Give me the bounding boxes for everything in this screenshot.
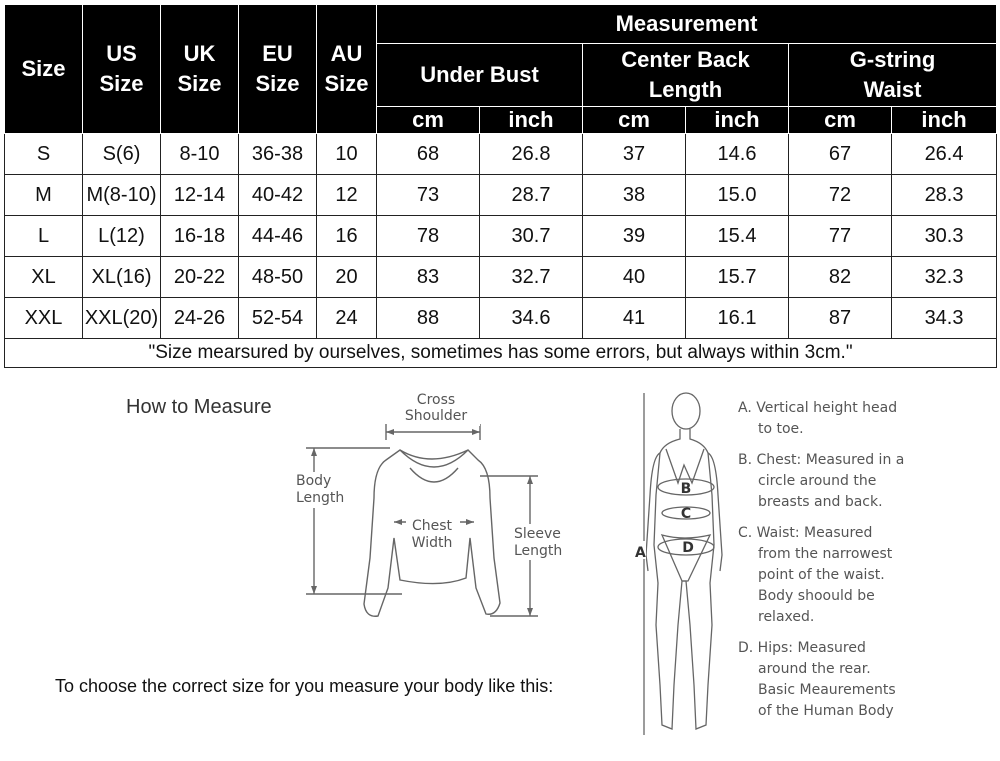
legend-item-a: A. Vertical height head to toe. xyxy=(738,400,898,437)
value-cell: 20-22 xyxy=(161,257,239,298)
header-size: Size xyxy=(5,5,83,134)
value-cell: 26.8 xyxy=(480,134,583,175)
value-cell: 12-14 xyxy=(161,175,239,216)
size-chart-table xyxy=(4,4,997,368)
value-cell: XXL(20) xyxy=(83,298,161,339)
value-cell: 48-50 xyxy=(239,257,317,298)
value-cell: 82 xyxy=(789,257,892,298)
value-cell: 68 xyxy=(377,134,480,175)
value-cell: 87 xyxy=(789,298,892,339)
body-length-label-line1: Body xyxy=(296,473,332,489)
table-note: "Size mearsured by ourselves, sometimes has some errors, but always within 3cm." xyxy=(5,339,997,368)
size-cell: S xyxy=(5,134,83,175)
value-cell: 40-42 xyxy=(239,175,317,216)
body-measure-diagram xyxy=(620,385,735,745)
shirt-measure-diagram xyxy=(290,388,590,638)
header-eu-size: EU Size xyxy=(239,5,317,134)
value-cell: 15.7 xyxy=(686,257,789,298)
value-cell: 73 xyxy=(377,175,480,216)
value-cell: 44-46 xyxy=(239,216,317,257)
header-gstring-waist: G-string Waist xyxy=(789,44,997,107)
measurement-legend xyxy=(738,398,938,732)
table-row xyxy=(5,134,997,175)
table-row xyxy=(5,298,997,339)
value-cell: 34.3 xyxy=(892,298,997,339)
legend-item-d: D. Hips: Measured around the rear. Basic Meaurements of the Human Body xyxy=(738,640,896,719)
value-cell: 52-54 xyxy=(239,298,317,339)
value-cell: 78 xyxy=(377,216,480,257)
marker-a: A xyxy=(635,545,646,561)
value-cell: 40 xyxy=(583,257,686,298)
body-length-label-line2: Length xyxy=(296,490,345,506)
header-unit-cm: cm xyxy=(377,107,480,134)
header-unit-inch: inch xyxy=(480,107,583,134)
value-cell: 32.3 xyxy=(892,257,997,298)
chest-width-label-line1: Chest xyxy=(411,518,453,534)
value-cell: 37 xyxy=(583,134,686,175)
value-cell: 88 xyxy=(377,298,480,339)
size-cell: XXL xyxy=(5,298,83,339)
value-cell: L(12) xyxy=(83,216,161,257)
header-under-bust: Under Bust xyxy=(377,44,583,107)
value-cell: 16.1 xyxy=(686,298,789,339)
marker-b: B xyxy=(680,481,692,497)
value-cell: 72 xyxy=(789,175,892,216)
value-cell: 30.3 xyxy=(892,216,997,257)
table-row xyxy=(5,216,997,257)
value-cell: 30.7 xyxy=(480,216,583,257)
value-cell: 32.7 xyxy=(480,257,583,298)
value-cell: 28.7 xyxy=(480,175,583,216)
how-to-measure-title: How to Measure xyxy=(126,396,272,418)
value-cell: 26.4 xyxy=(892,134,997,175)
marker-d: D xyxy=(682,540,694,556)
value-cell: 15.0 xyxy=(686,175,789,216)
size-cell: M xyxy=(5,175,83,216)
header-measurement: Measurement xyxy=(377,5,997,44)
value-cell: 20 xyxy=(317,257,377,298)
table-row xyxy=(5,175,997,216)
body-torso-outline xyxy=(654,429,714,729)
value-cell: 15.4 xyxy=(686,216,789,257)
value-cell: 34.6 xyxy=(480,298,583,339)
sleeve-length-label-line2: Length xyxy=(514,543,563,559)
value-cell: 16 xyxy=(317,216,377,257)
value-cell: 16-18 xyxy=(161,216,239,257)
size-cell: L xyxy=(5,216,83,257)
header-us-size: US Size xyxy=(83,5,161,134)
cross-shoulder-label-line2: Shoulder xyxy=(404,408,468,424)
value-cell: 12 xyxy=(317,175,377,216)
chest-width-label-line2: Width xyxy=(411,535,453,551)
value-cell: S(6) xyxy=(83,134,161,175)
value-cell: 41 xyxy=(583,298,686,339)
value-cell: 36-38 xyxy=(239,134,317,175)
sleeve-length-label-line1: Sleeve xyxy=(514,526,561,542)
marker-c: C xyxy=(680,506,692,522)
legend-item-c: C. Waist: Measured from the narrowest point of the waist. Body shoould be relaxed. xyxy=(738,525,893,625)
value-cell: 8-10 xyxy=(161,134,239,175)
value-cell: 38 xyxy=(583,175,686,216)
value-cell: 67 xyxy=(789,134,892,175)
legend-item-b: B. Chest: Measured in a circle around the breasts and back. xyxy=(738,452,905,510)
header-center-back-length: Center Back Length xyxy=(583,44,789,107)
value-cell: 24 xyxy=(317,298,377,339)
value-cell: 83 xyxy=(377,257,480,298)
header-au-size: AU Size xyxy=(317,5,377,134)
choose-size-instruction: To choose the correct size for you measure your body like this: xyxy=(55,676,554,696)
value-cell: 10 xyxy=(317,134,377,175)
header-unit-cm: cm xyxy=(789,107,892,134)
body-head xyxy=(672,393,700,429)
cross-shoulder-label-line1: Cross xyxy=(416,392,456,408)
value-cell: XL(16) xyxy=(83,257,161,298)
size-cell: XL xyxy=(5,257,83,298)
table-body xyxy=(5,134,997,368)
header-unit-inch: inch xyxy=(892,107,997,134)
value-cell: M(8-10) xyxy=(83,175,161,216)
value-cell: 28.3 xyxy=(892,175,997,216)
value-cell: 39 xyxy=(583,216,686,257)
header-unit-cm: cm xyxy=(583,107,686,134)
header-unit-inch: inch xyxy=(686,107,789,134)
table-row xyxy=(5,257,997,298)
value-cell: 14.6 xyxy=(686,134,789,175)
value-cell: 77 xyxy=(789,216,892,257)
header-uk-size: UK Size xyxy=(161,5,239,134)
value-cell: 24-26 xyxy=(161,298,239,339)
